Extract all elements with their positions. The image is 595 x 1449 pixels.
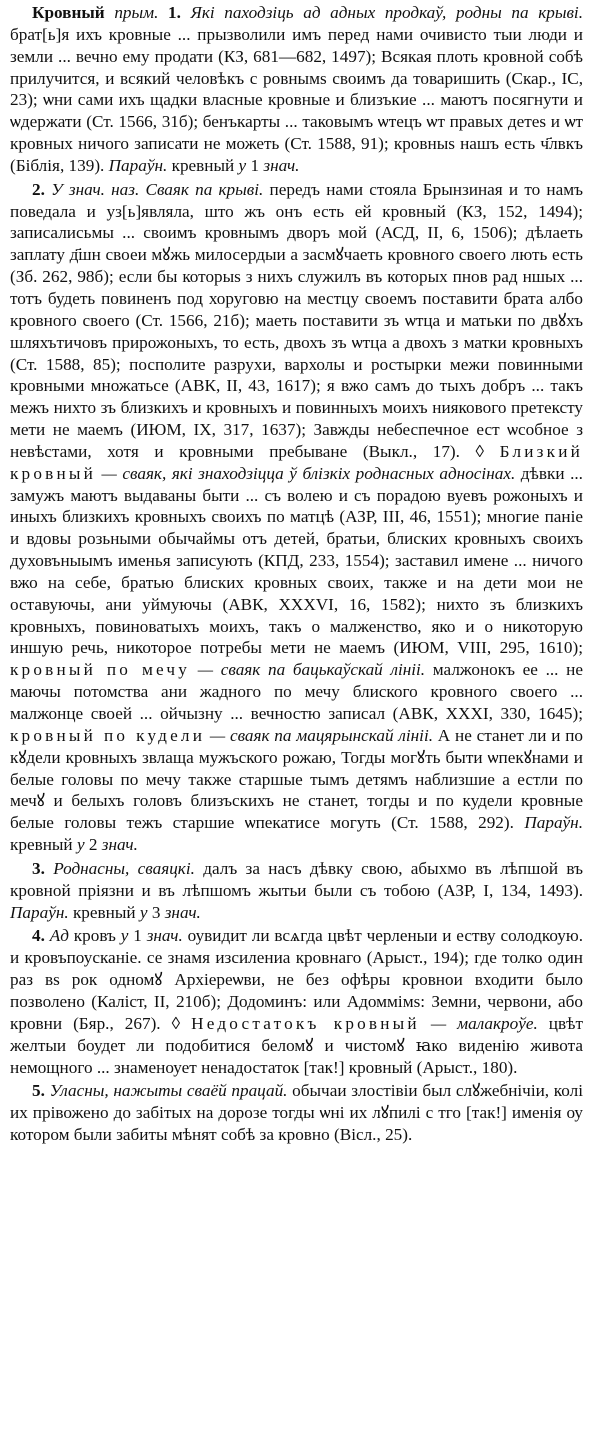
text-run: 1. — [168, 3, 181, 22]
text-run: кревный — [10, 835, 77, 855]
text-run: У знач. наз. Сваяк па крыві. — [44, 179, 264, 199]
text-run: знач. — [146, 926, 183, 946]
text-run: — сваяк па бацькаўскай лініі. — [190, 660, 426, 680]
text-run: оувидит ли всѧгда цвѣт черленыи и еству солодкоую. и кровъпоусканіе. се знамя изсилениа кровнаго (Арыст., 194); где толко один раз вs рок одномꙋ Архіереѡви, не без офѣры кровнои входити было позволено (Каліст, II, 210б); Додоминъ: или Адоммімs: Земни, червони, або кровни (Бяр., 267). ◊ — [10, 926, 584, 1033]
text-run: цвѣт желтыи боудет ли подобитися беломꙋ и чистомꙋ ꙗко виденію живота немощного ... знаменоует ненадостаток [так!] кровный (Арыст., 180). — [10, 1013, 583, 1077]
text-run: 3. — [32, 858, 45, 878]
text-run: знач. — [263, 155, 300, 175]
text-run: кровный по мечу — [10, 660, 191, 680]
text-run: у — [76, 835, 85, 855]
entry-paragraph-p4 — [10, 925, 583, 1078]
text-run: Параўн. — [524, 813, 583, 833]
text-run: 2. — [32, 179, 45, 199]
text-run: Параўн. — [108, 155, 168, 175]
text-run: — малакроўе. — [419, 1013, 538, 1033]
text-run: Які паходзіць ад адных продкаў, родны па крыві. — [180, 3, 584, 22]
text-run: Уласны, нажыты сваёй працай. — [44, 1081, 288, 1101]
text-run: знач. — [101, 835, 138, 855]
entry-paragraph-p2 — [10, 179, 583, 856]
text-run: дѣвки ... замужъ маютъ выдаваны быти ... съ волею и съ порадою вуевъ рожоныхъ и иныхъ близкихъ кровныхъ своихъ по матцѣ (АЗР, III, 46, 1551); многие паніе и вдовы розьными обычаймы отъ детей, братьи, блиских кровныхъ своихъ духовъныымъ именья записують (КПД, 233, 1554); заставил имене ... ничого вжо на себе, братью блиских кровных своих, также и на дети мои не оставуючы, ани уймуючы (АВК, XXXVI, 16, 1582); нихто зъ близкихъ кровныхъ, повиноватыхъ моихъ, такъ о малженство, яко и о никоторую иншую речь, никоторое потребы мети не маемъ (ИЮМ, VIII, 295, 1610); — [10, 463, 583, 658]
text-run: брат[ь]я ихъ кровные ... прызволили имъ перед нами очивисто тыи люди и земли ... вечно ему продати (КЗ, 681—682, 1497); Всякая плоть кровной собѣ прилучится, и всякий человѣкъ с ровнымs своимъ да товаришить (Скар., ІС, 23); ѡни сами ихъ щадки власные кровные и близъкие ... маютъ посягнути и ѡдержати (Ст. 1566, 31б); бенъкарты ... таковымъ ѡтецъ ѡт правых детеs и ѡт кровных ничого записати не можеть (Ст. 1588, 91); кровныs нашъ есть ч҃лвкъ (Біблія, 139). — [10, 24, 583, 175]
entry-paragraph-p1 — [10, 2, 583, 177]
text-run: обычаи злостівіи был слꙋжебнічіи, колі их прівожено до забітых на дорозе тогды ѡні их лꙋпилі с тго [так!] именія оу котором были забиты мѣнят собѣ за кровно (Вісл., 25). — [10, 1081, 583, 1145]
text-run: 2 — [84, 835, 102, 855]
text-run: 3 — [147, 902, 165, 922]
text-run: 5. — [32, 1081, 45, 1101]
text-run: 1 — [128, 926, 147, 946]
text-run: малжонокъ ее ... не маючы потомства ани жадного по мечу блиского кровного своего ... малжонце своей ... ойчызну ... вечностю записал (АВК, XXXI, 330, 1645); — [10, 660, 583, 723]
text-run: Ад — [44, 926, 69, 946]
text-run: кровъ — [68, 926, 121, 946]
text-run: у — [120, 926, 129, 946]
text-run: — сваяк, які знаходзіцца ў блізкіх роднасных адносінах. — [96, 463, 516, 483]
text-run: 1 — [246, 155, 264, 175]
text-run: Кровный — [32, 3, 105, 22]
entry-paragraph-p3 — [10, 858, 583, 924]
text-run: прым. — [104, 3, 169, 22]
text-run: Роднасны, сваяцкі. — [44, 858, 195, 878]
text-run: знач. — [164, 902, 201, 922]
text-run: далъ за насъ дѣвку свою, абыхмо въ лѣпшой въ кровной прiязни и въ лѣпшомъ жытьи были съ тобою (АЗР, I, 134, 1493). — [10, 858, 583, 900]
text-run: Недостатокъ кровный — [191, 1013, 420, 1033]
text-run: кревный — [167, 155, 239, 175]
text-run: Параўн. — [10, 902, 69, 922]
entry-paragraph-p5 — [10, 1080, 583, 1146]
text-run: у — [238, 155, 247, 175]
text-run: А не станет ли и по кꙋдели кровныхъ звлаща мужъского рожаю, Тогды могꙋть быти ѡпекꙋнами и белые головы по мечу также старшые тымъ детямъ наблизшие а естли по мечꙋ и белыхъ головъ близъскихъ не станет, тогды и по кудели кровные белые головы тежъ старшие ѡпекатисе могуть (Ст. 1588, 292). — [10, 725, 583, 833]
text-run: Близкий кровный — [10, 441, 583, 483]
text-run: передъ нами стояла Брынзиная и то намъ поведала и уз[ь]являла, што жъ онъ есть ей кровный (КЗ, 152, 1494); записалисьмы ... своимъ кровнымъ дворъ мой (АСД, II, 6, 1506); дѣлаеть заплату д҃шн своеи мꙋжь милосердыи а засмꙋчаеть кровного своего лють есть (Зб. 262, 98б); если бы которыs з нихъ служилъ въ которых пнов рад ншых ... тотъ будеть повиненъ под хоруговю на местцу своемъ поставити брата албо кровного своего (Ст. 1566, 21б); маеть поставити зъ ѡтца и матьки по двꙋхъ шляхътичовъ прирожоныхъ, то есть, двохъ зъ ѡтца а двохъ з матки кровныхъ (Ст. 1588, 85); посполите разрухи, вархолы и ростырки межи повинными кровными множатьсе (АВК, II, 43, 1617); я вжо самъ до тыхъ добръ ... такъ межъ нихто зъ близкихъ и кровныхъ и повинныхъ моихъ ниякового претексту мети не маемъ (ИЮМ, IX, 317, 1637); Завжды небеспечное ест ѡсобное з невѣстами, хотя и кровными пребыване (Выкл., 17). ◊ — [10, 179, 583, 461]
text-run: кревный — [68, 902, 140, 922]
text-run: — сваяк па мацярынскай лініі. — [205, 725, 434, 745]
text-run: у — [139, 902, 148, 922]
text-run: кровный по кудели — [10, 725, 206, 745]
text-run: 4. — [32, 926, 45, 946]
